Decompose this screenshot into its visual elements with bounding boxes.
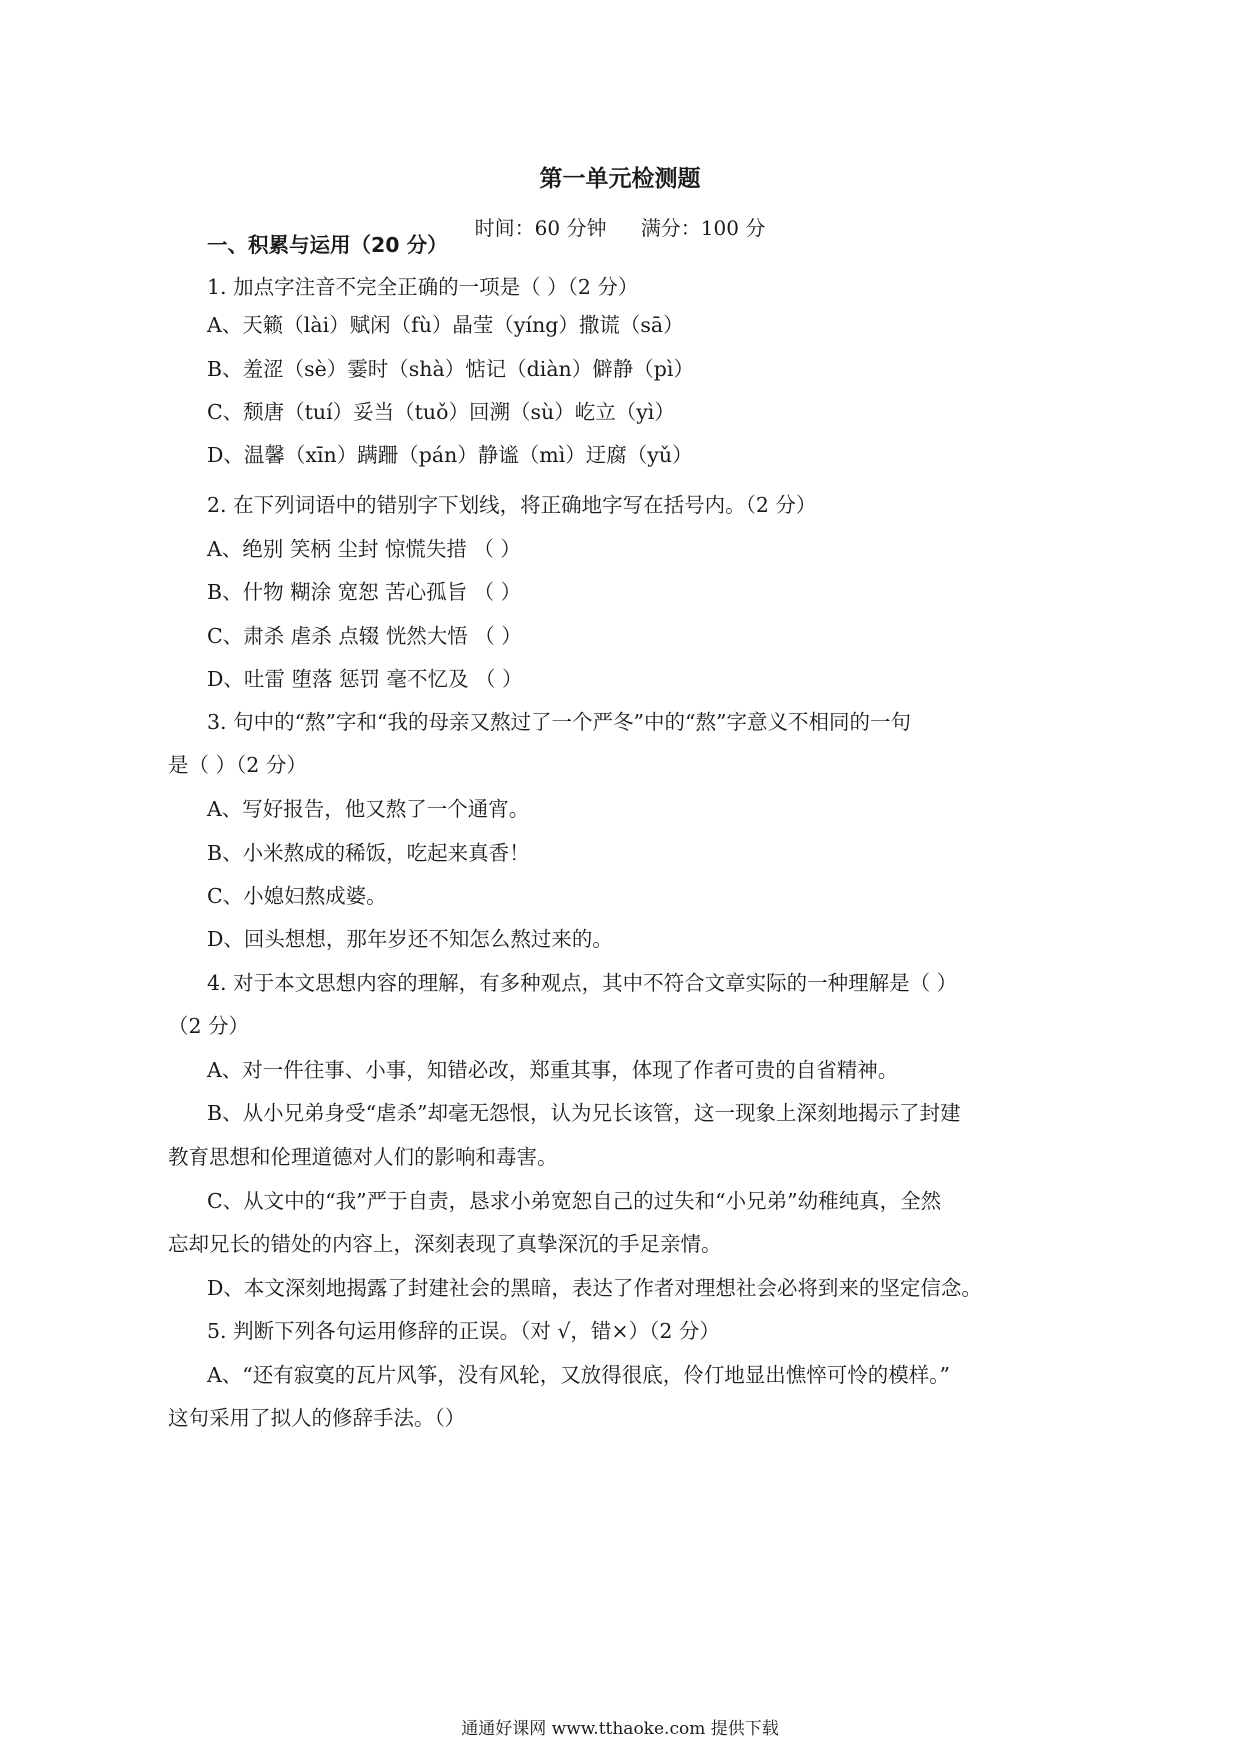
question-4-option-c-line2: 忘却兄长的错处的内容上，深刻表现了真挚深沉的手足亲情。 — [168, 1232, 722, 1256]
question-4-stem-line1: 4. 对于本文思想内容的理解，有多种观点，其中不符合文章实际的一种理解是（ ） — [207, 971, 958, 995]
question-1-option-a: A、天籁（lài）赋闲（fù）晶莹（yíng）撒谎（sā） — [207, 313, 684, 337]
exam-full-score: 满分：100 分 — [640, 216, 766, 240]
exam-meta — [0, 212, 1240, 241]
question-2-stem: 2. 在下列词语中的错别字下划线，将正确地字写在括号内。（2 分） — [207, 493, 817, 517]
section-heading: 一、积累与运用（20 分） — [207, 233, 448, 257]
page-footer: 通通好课网 www.tthaoke.com 提供下载 — [461, 1719, 779, 1739]
question-1-option-c: C、颓唐（tuí）妥当（tuǒ）回溯（sù）屹立（yì） — [207, 400, 675, 424]
question-5-option-a-line2: 这句采用了拟人的修辞手法。（） — [168, 1406, 466, 1430]
question-1-stem: 1. 加点字注音不完全正确的一项是（ ）（2 分） — [207, 275, 639, 299]
question-2-option-d: D、吐雷 堕落 惩罚 毫不忆及 （ ） — [207, 667, 523, 691]
question-4-option-c-line1: C、从文中的“我”严于自责，恳求小弟宽恕自己的过失和“小兄弟”幼稚纯真，全然 — [207, 1189, 942, 1213]
question-3-stem-line1: 3. 句中的“熬”字和“我的母亲又熬过了一个严冬”中的“熬”字意义不相同的一句 — [207, 710, 911, 734]
question-3-option-d: D、回头想想，那年岁还不知怎么熬过来的。 — [207, 927, 613, 951]
question-4-option-b-line2: 教育思想和伦理道德对人们的影响和毒害。 — [168, 1145, 558, 1169]
page-title: 第一单元检测题 — [539, 166, 701, 192]
question-3-option-b: B、小米熬成的稀饭，吃起来真香！ — [207, 841, 530, 865]
question-3-stem-line2: 是（ ）（2 分） — [168, 753, 307, 777]
question-5-option-a-line1: A、“还有寂寞的瓦片风筝，没有风轮，又放得很底，伶仃地显出憔悴可怜的模样。” — [207, 1363, 951, 1387]
question-4-option-d: D、本文深刻地揭露了封建社会的黑暗，表达了作者对理想社会必将到来的坚定信念。 — [207, 1276, 982, 1300]
question-3-option-c: C、小媳妇熬成婆。 — [207, 884, 387, 908]
question-5-stem: 5. 判断下列各句运用修辞的正误。（对 √，错×）（2 分） — [207, 1319, 720, 1343]
question-4-option-b-line1: B、从小兄弟身受“虐杀”却毫无怨恨，认为兄长该管，这一现象上深刻地揭示了封建 — [207, 1101, 961, 1125]
question-3-option-a: A、写好报告，他又熬了一个通宵。 — [207, 797, 530, 821]
question-4-option-a: A、对一件往事、小事，知错必改，郑重其事，体现了作者可贵的自省精神。 — [207, 1058, 899, 1082]
question-1-option-b: B、羞涩（sè）霎时（shà）惦记（diàn）僻静（pì） — [207, 357, 694, 381]
question-1-option-d: D、温馨（xīn）蹒跚（pán）静谧（mì）迂腐（yǔ） — [207, 443, 693, 467]
question-2-option-a: A、绝别 笑柄 尘封 惊慌失措 （ ） — [207, 537, 521, 561]
exam-time: 时间：60 分钟 — [474, 216, 607, 240]
question-2-option-c: C、肃杀 虐杀 点辍 恍然大悟 （ ） — [207, 624, 522, 648]
question-2-option-b: B、什物 糊涂 宽恕 苦心孤旨 （ ） — [207, 580, 522, 604]
question-4-stem-line2: （2 分） — [168, 1014, 250, 1038]
